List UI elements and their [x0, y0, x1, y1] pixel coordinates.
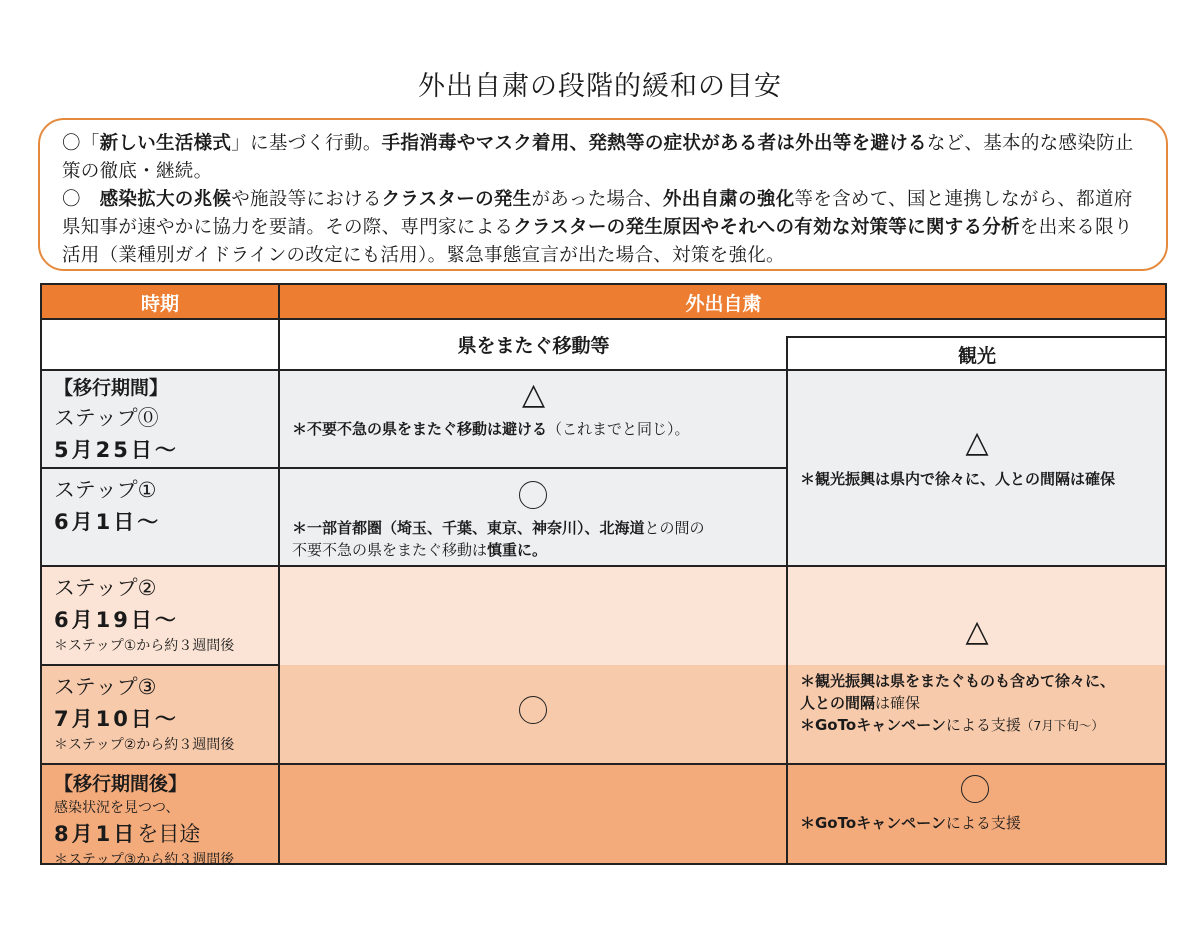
tourism-note-step3	[800, 670, 1162, 737]
emphasis: 外出自粛の強化	[662, 189, 795, 210]
grid-line	[40, 467, 787, 469]
text: や施設等における	[231, 189, 382, 210]
emphasis: 感染拡大の兆候	[99, 189, 232, 210]
text: は確保	[875, 694, 921, 712]
column-header-tourism: 観光	[957, 345, 996, 367]
grid-line	[787, 336, 1167, 338]
tourism-note-after	[800, 812, 1160, 834]
after-period-tag: 【移行期間後】	[54, 773, 188, 795]
step-date: 6月1日〜	[54, 510, 162, 534]
step-name: ステップ①	[54, 478, 157, 502]
text: があった場合、	[531, 189, 663, 210]
grid-line	[40, 565, 1167, 567]
grid-line	[40, 283, 42, 865]
text: 」に基づく行動。	[231, 133, 382, 154]
text: による支援	[945, 814, 1021, 832]
step-name: ステップ⓪	[54, 406, 159, 430]
bullet: 〇	[62, 189, 100, 210]
grid-line	[786, 336, 788, 865]
step-date: 7月10日〜	[54, 707, 179, 731]
text: （7月下旬〜）	[1020, 718, 1104, 733]
emphasis: ＊不要不急の県をまたぐ移動は避ける	[292, 420, 548, 438]
step-date: 8月1日	[54, 822, 138, 846]
transition-period-tag: 【移行期間】	[54, 377, 169, 399]
text: との間の	[644, 519, 705, 537]
period-step0	[54, 373, 278, 464]
grid-line	[40, 369, 1167, 371]
condition-text: 感染状況を見つつ、	[54, 800, 180, 816]
emphasis: ＊GoToキャンペーン	[800, 716, 946, 734]
emphasis: ＊GoToキャンペーン	[800, 814, 946, 832]
circle-symbol	[519, 481, 547, 509]
step-name: ステップ②	[54, 576, 157, 600]
header-period: 時期	[140, 293, 179, 315]
emphasis: 新しい生活様式	[99, 133, 232, 154]
tourism-note-step0-1: ＊観光振興は県内で徐々に、人との間隔は確保	[800, 470, 1116, 488]
grid-line	[278, 283, 280, 865]
text: 等を含めて、国と連携しながら、都道府県知事が速やかに協力を要請。その際、専門家による	[62, 189, 1133, 238]
text: （これまでと同じ）。	[547, 420, 690, 438]
text: を出来る限り活用（業種別ガイドラインの改定にも活用）。緊急事態宣言が出た場合、対策を強化。	[62, 217, 1133, 266]
header-restraint: 外出自粛	[685, 293, 762, 315]
triangle-symbol: △	[965, 425, 989, 460]
grid-line	[40, 763, 1167, 765]
grid-line	[40, 318, 1167, 320]
grid-line	[40, 283, 1167, 285]
emphasis: ＊一部首都圏（埼玉、千葉、東京、神奈川）、北海道	[292, 519, 645, 537]
emphasis: ＊観光振興は県をまたぐものも含めて徐々に、	[800, 672, 1116, 690]
period-step3	[54, 671, 278, 754]
triangle-symbol: △	[965, 614, 989, 649]
emphasis: 手指消毒やマスク着用、発熱等の症状がある者は外出等を避ける	[381, 133, 927, 154]
move-note-step0	[292, 418, 782, 440]
target-date	[54, 818, 278, 848]
text: など、基本的な感染防止策の徹底・継続。	[62, 133, 1134, 182]
move-note-step1	[292, 517, 784, 561]
step-name: ステップ③	[54, 675, 157, 699]
step-note: ＊ステップ①から約３週間後	[54, 638, 235, 654]
step-date: 5月25日〜	[54, 438, 179, 462]
text: 不要不急の県をまたぐ移動は	[292, 541, 488, 559]
notice-paragraph-2	[62, 186, 1144, 270]
page-title: 外出自粛の段階的緩和の目安	[418, 71, 782, 102]
emphasis: 人との間隔	[800, 694, 876, 712]
notice-paragraph-1	[62, 130, 1144, 186]
triangle-symbol: △	[521, 377, 546, 412]
text: による支援	[945, 716, 1021, 734]
circle-symbol	[519, 696, 547, 724]
bullet: 〇「	[62, 133, 100, 154]
emphasis: クラスターの発生原因やそれへの有効な対策等に関する分析	[513, 217, 1020, 238]
emphasis: クラスターの発生	[381, 189, 532, 210]
circle-symbol	[961, 775, 989, 803]
period-step1	[54, 474, 278, 536]
step-note: ＊ステップ③から約３週間後	[54, 852, 235, 868]
period-step2	[54, 572, 278, 655]
step-note: ＊ステップ②から約３週間後	[54, 737, 235, 753]
grid-line	[40, 664, 280, 666]
step-date: 6月19日〜	[54, 608, 179, 632]
emphasis: 慎重に。	[487, 541, 548, 559]
guideline-notice-box	[38, 118, 1168, 271]
date-suffix: を目途	[137, 822, 201, 846]
column-header-interprefecture: 県をまたぐ移動等	[457, 335, 610, 357]
period-after	[54, 769, 278, 869]
grid-line	[1165, 283, 1167, 865]
